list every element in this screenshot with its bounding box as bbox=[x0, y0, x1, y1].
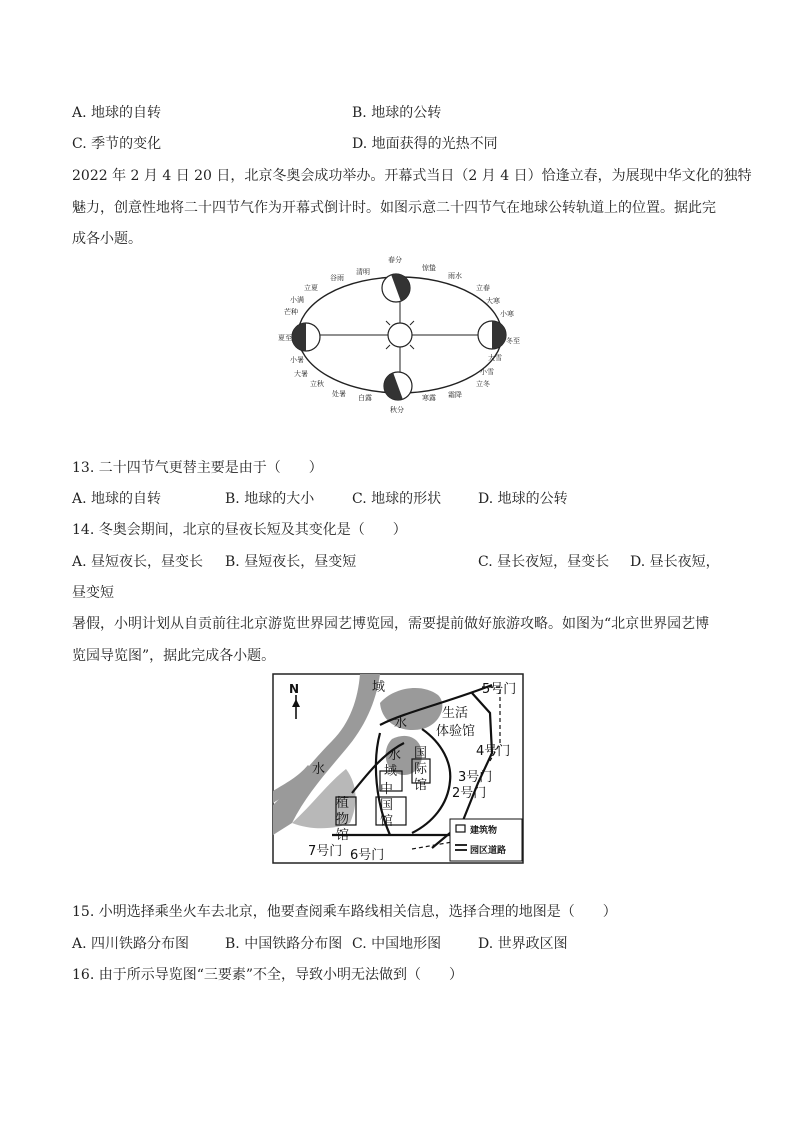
gate-3-label: 3号门 bbox=[458, 770, 493, 785]
gate-4-label: 4号门 bbox=[476, 744, 511, 759]
legend-road-label: 园区道路 bbox=[470, 846, 507, 856]
gate-7-label: 7号门 bbox=[308, 844, 343, 859]
map-label-water-center-1: 水 bbox=[388, 748, 402, 763]
q13-option-d: D. 地球的公转 bbox=[478, 491, 568, 507]
term-lichun: 立春 bbox=[476, 284, 490, 292]
prev-option-d: D. 地面获得的光热不同 bbox=[352, 136, 498, 152]
life-hall-label-1: 生活 bbox=[442, 706, 469, 721]
passage1-line1: 2022 年 2 月 4 日 20 日，北京冬奥会成功举办。开幕式当日（2 月 4 日）恰逢立春，为展现中华文化的独特 bbox=[72, 168, 752, 184]
map-label-water-left: 水 bbox=[312, 762, 326, 777]
q15-stem: 15. 小明选择乘坐火车去北京，他要查阅乘车路线相关信息，选择合理的地图是（ ） bbox=[72, 904, 617, 920]
q13-option-c: C. 地球的形状 bbox=[352, 491, 442, 507]
passage2-line2: 览园导览图”，据此完成各小题。 bbox=[72, 648, 276, 664]
prev-option-b: B. 地球的公转 bbox=[352, 105, 442, 121]
term-yushui: 雨水 bbox=[448, 272, 462, 280]
term-qingming: 清明 bbox=[356, 268, 370, 276]
q14-option-d-continued: 昼变短 bbox=[72, 585, 114, 601]
term-xiaoman: 小满 bbox=[290, 296, 304, 304]
map-legend bbox=[450, 819, 522, 861]
term-jingzhe: 惊蛰 bbox=[422, 264, 436, 272]
plant-hall-label-1: 植 bbox=[336, 796, 350, 811]
q13-option-a: A. 地球的自转 bbox=[72, 491, 162, 507]
passage2-line1: 暑假，小明计划从自贡前往北京游览世界园艺博览园，需要提前做好旅游攻略。如图为“北京世界园艺博 bbox=[72, 616, 710, 632]
q14-option-c: C. 昼长夜短，昼变长 bbox=[478, 554, 610, 570]
legend-building-label: 建筑物 bbox=[470, 826, 498, 836]
term-lixia: 立夏 bbox=[304, 284, 318, 292]
q15-option-b: B. 中国铁路分布图 bbox=[225, 936, 343, 952]
china-hall-label-1: 中 bbox=[380, 782, 394, 797]
q14-option-a: A. 昼短夜长，昼变长 bbox=[72, 554, 204, 570]
earth-icon bbox=[478, 321, 506, 349]
q13-option-b: B. 地球的大小 bbox=[225, 491, 315, 507]
gate-6-label: 6号门 bbox=[350, 848, 385, 863]
expo-park-map bbox=[272, 673, 524, 864]
solar-terms-orbit-figure bbox=[280, 250, 520, 420]
intl-hall-label-3: 馆 bbox=[414, 778, 428, 793]
prev-option-c: C. 季节的变化 bbox=[72, 136, 162, 152]
term-liqiu: 立秋 bbox=[310, 380, 324, 388]
term-hanlu: 寒露 bbox=[422, 394, 436, 402]
term-dongzhi: 冬至 bbox=[506, 337, 520, 345]
q15-option-c: C. 中国地形图 bbox=[352, 936, 442, 952]
term-guyu: 谷雨 bbox=[330, 274, 344, 282]
term-lidong: 立冬 bbox=[476, 380, 490, 388]
earth-icon bbox=[292, 323, 320, 351]
intl-hall-label-1: 国 bbox=[414, 746, 428, 761]
gate-5-label: 5号门 bbox=[482, 682, 517, 697]
term-chunfen: 春分 bbox=[388, 256, 402, 264]
gate-2-label: 2号门 bbox=[452, 786, 487, 801]
term-bailu: 白露 bbox=[358, 394, 372, 402]
term-xiaoshu: 小暑 bbox=[290, 356, 304, 364]
q14-option-d: D. 昼长夜短， bbox=[630, 554, 720, 570]
term-dahan: 大寒 bbox=[486, 297, 500, 305]
q15-option-a: A. 四川铁路分布图 bbox=[72, 936, 190, 952]
china-hall-label-2: 国 bbox=[380, 798, 394, 813]
term-xiazhi: 夏至 bbox=[278, 334, 292, 342]
plant-hall-label-2: 物 bbox=[336, 812, 350, 827]
intl-hall-label-2: 际 bbox=[414, 762, 428, 777]
earth-icon bbox=[382, 270, 414, 302]
north-label: N bbox=[289, 682, 300, 696]
earth-icon bbox=[380, 372, 412, 404]
prev-option-a: A. 地球的自转 bbox=[72, 105, 162, 121]
life-hall-label-2: 体验馆 bbox=[436, 724, 476, 739]
term-qiufen: 秋分 bbox=[390, 406, 404, 414]
term-xiaohan: 小寒 bbox=[500, 310, 514, 318]
q14-stem: 14. 冬奥会期间，北京的昼夜长短及其变化是（ ） bbox=[72, 522, 407, 538]
passage1-line3: 成各小题。 bbox=[72, 231, 142, 247]
term-xiaoxue: 小雪 bbox=[480, 368, 494, 376]
term-daxue: 大雪 bbox=[488, 354, 502, 362]
q16-stem: 16. 由于所示导览图“三要素”不全，导致小明无法做到（ ） bbox=[72, 967, 464, 983]
q14-option-b: B. 昼短夜长，昼变短 bbox=[225, 554, 357, 570]
map-label-water: 水 bbox=[394, 716, 408, 731]
q15-option-d: D. 世界政区图 bbox=[478, 936, 568, 952]
term-chushu: 处暑 bbox=[332, 390, 346, 398]
map-label-water-top: 域 bbox=[372, 680, 386, 695]
plant-hall-label-3: 馆 bbox=[336, 828, 350, 843]
term-shuangjiang: 霜降 bbox=[448, 391, 462, 399]
term-dashu: 大暑 bbox=[294, 370, 308, 378]
q13-stem: 13. 二十四节气更替主要是由于（ ） bbox=[72, 460, 323, 476]
map-label-water-center-2: 域 bbox=[384, 764, 398, 779]
passage1-line2: 魅力，创意性地将二十四节气作为开幕式倒计时。如图示意二十四节气在地球公转轨道上的位置。据此完 bbox=[72, 200, 716, 216]
china-hall-label-3: 馆 bbox=[380, 814, 394, 829]
term-mangzhong: 芒种 bbox=[284, 308, 298, 316]
